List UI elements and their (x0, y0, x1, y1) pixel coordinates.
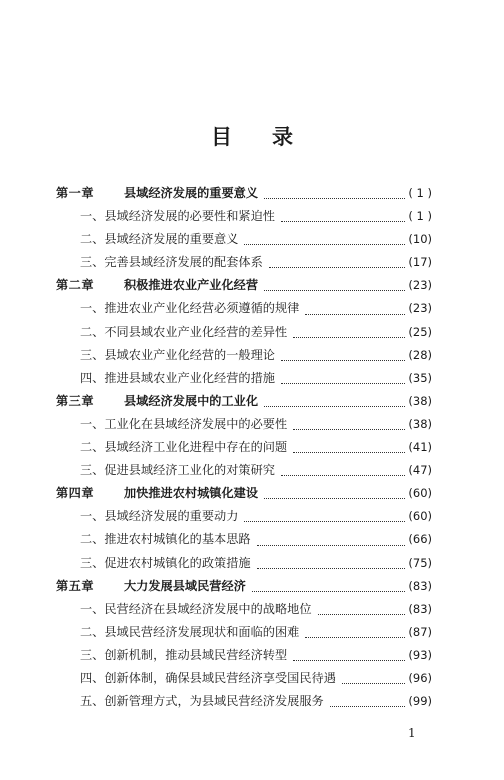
section-page: (38) (408, 416, 432, 431)
section-title: 三、促进农村城镇化的政策措施 (80, 555, 251, 570)
section-page: (35) (408, 370, 432, 385)
dot-leader (264, 197, 405, 199)
chapter-entry (56, 182, 432, 205)
section-title: 一、县域经济发展的必要性和紧迫性 (80, 209, 275, 224)
chapter-entry (56, 575, 432, 598)
chapter-page: (23) (408, 278, 432, 293)
chapter-page: (60) (408, 486, 432, 501)
section-entry (56, 321, 432, 344)
section-title: 二、推进农村城镇化的基本思路 (80, 532, 251, 547)
section-page: (25) (408, 324, 432, 339)
chapter-page: (83) (408, 578, 432, 593)
section-title: 一、民营经济在县域经济发展中的战略地位 (80, 601, 312, 616)
dot-leader (293, 659, 405, 661)
section-page: (83) (408, 601, 432, 616)
section-entry (56, 552, 432, 575)
section-entry (56, 621, 432, 644)
section-entry (56, 205, 432, 228)
chapter-title: 县域经济发展的重要意义 (124, 186, 259, 200)
section-page: (47) (408, 463, 432, 478)
chapter-page: (38) (408, 393, 432, 408)
section-page: (23) (408, 301, 432, 316)
chapter-number: 第三章 (56, 393, 95, 408)
page-title: 目录 (211, 124, 333, 149)
dot-leader (252, 590, 406, 592)
section-title: 一、县域经济发展的重要动力 (80, 509, 239, 524)
chapter-title: 大力发展县域民营经济 (124, 578, 246, 593)
section-entry (56, 228, 432, 251)
section-title: 一、工业化在县域经济发展中的必要性 (80, 416, 288, 431)
dot-leader (318, 613, 406, 615)
section-entry (56, 297, 432, 320)
section-entry (56, 436, 432, 459)
section-page: (28) (408, 347, 432, 362)
chapter-number: 第二章 (56, 278, 95, 293)
section-entry (56, 344, 432, 367)
dot-leader (281, 359, 405, 361)
section-page: (60) (408, 509, 432, 524)
section-title: 二、县域经济发展的重要意义 (80, 232, 239, 247)
chapter-number: 第四章 (56, 486, 95, 501)
section-page: (96) (408, 670, 432, 685)
section-title: 二、不同县域农业产业化经营的差异性 (80, 324, 288, 339)
section-title: 二、县域民营经济发展现状和面临的困难 (80, 624, 300, 639)
page-number: 1 (408, 726, 416, 740)
section-entry (56, 459, 432, 482)
section-entry (56, 251, 432, 274)
dot-leader (257, 544, 406, 546)
chapter-title: 积极推进农业产业化经营 (124, 278, 259, 293)
table-of-contents (56, 182, 432, 713)
section-entry (56, 367, 432, 390)
section-title: 三、县域农业产业化经营的一般理论 (80, 347, 275, 362)
chapter-entry (56, 274, 432, 297)
dot-leader (305, 313, 405, 315)
section-entry (56, 598, 432, 621)
section-title: 四、创新体制，确保县域民营经济享受国民待遇 (80, 670, 336, 685)
dot-leader (244, 243, 405, 245)
section-title: 一、推进农业产业化经营必须遵循的规律 (80, 301, 300, 316)
section-title: 二、县域经济工业化进程中存在的问题 (80, 440, 288, 455)
section-title: 五、创新管理方式，为县域民营经济发展服务 (80, 694, 324, 709)
dot-leader (293, 451, 405, 453)
section-page: (87) (408, 624, 432, 639)
chapter-number: 第五章 (56, 578, 95, 593)
section-title: 四、推进县域农业产业化经营的措施 (80, 370, 275, 385)
chapter-title: 加快推进农村城镇化建设 (124, 486, 259, 501)
section-page: (41) (408, 440, 432, 455)
chapter-number: 第一章 (56, 186, 95, 200)
dot-leader (269, 266, 406, 268)
section-page: (66) (408, 532, 432, 547)
section-entry (56, 690, 432, 713)
dot-leader (244, 520, 405, 522)
dot-leader (257, 567, 406, 569)
section-entry (56, 667, 432, 690)
chapter-page: ( 1 ) (408, 186, 432, 200)
dot-leader (305, 636, 405, 638)
section-page: (10) (408, 232, 432, 247)
dot-leader (293, 336, 405, 338)
section-page: (99) (408, 694, 432, 709)
section-title: 三、创新机制，推动县域民营经济转型 (80, 647, 288, 662)
section-entry (56, 528, 432, 551)
chapter-entry (56, 390, 432, 413)
section-page: (17) (408, 255, 432, 270)
dot-leader (264, 289, 405, 291)
section-page: (93) (408, 647, 432, 662)
dot-leader (281, 220, 405, 222)
dot-leader (342, 682, 405, 684)
dot-leader (330, 705, 406, 707)
dot-leader (281, 474, 405, 476)
dot-leader (264, 497, 405, 499)
section-entry (56, 505, 432, 528)
section-title: 三、促进县域经济工业化的对策研究 (80, 463, 275, 478)
dot-leader (281, 382, 405, 384)
section-entry (56, 413, 432, 436)
section-page: ( 1 ) (408, 209, 432, 224)
chapter-entry (56, 482, 432, 505)
dot-leader (264, 405, 405, 407)
section-title: 三、完善县域经济发展的配套体系 (80, 255, 263, 270)
section-page: (75) (408, 555, 432, 570)
chapter-title: 县域经济发展中的工业化 (124, 393, 259, 408)
section-entry (56, 644, 432, 667)
dot-leader (293, 428, 405, 430)
